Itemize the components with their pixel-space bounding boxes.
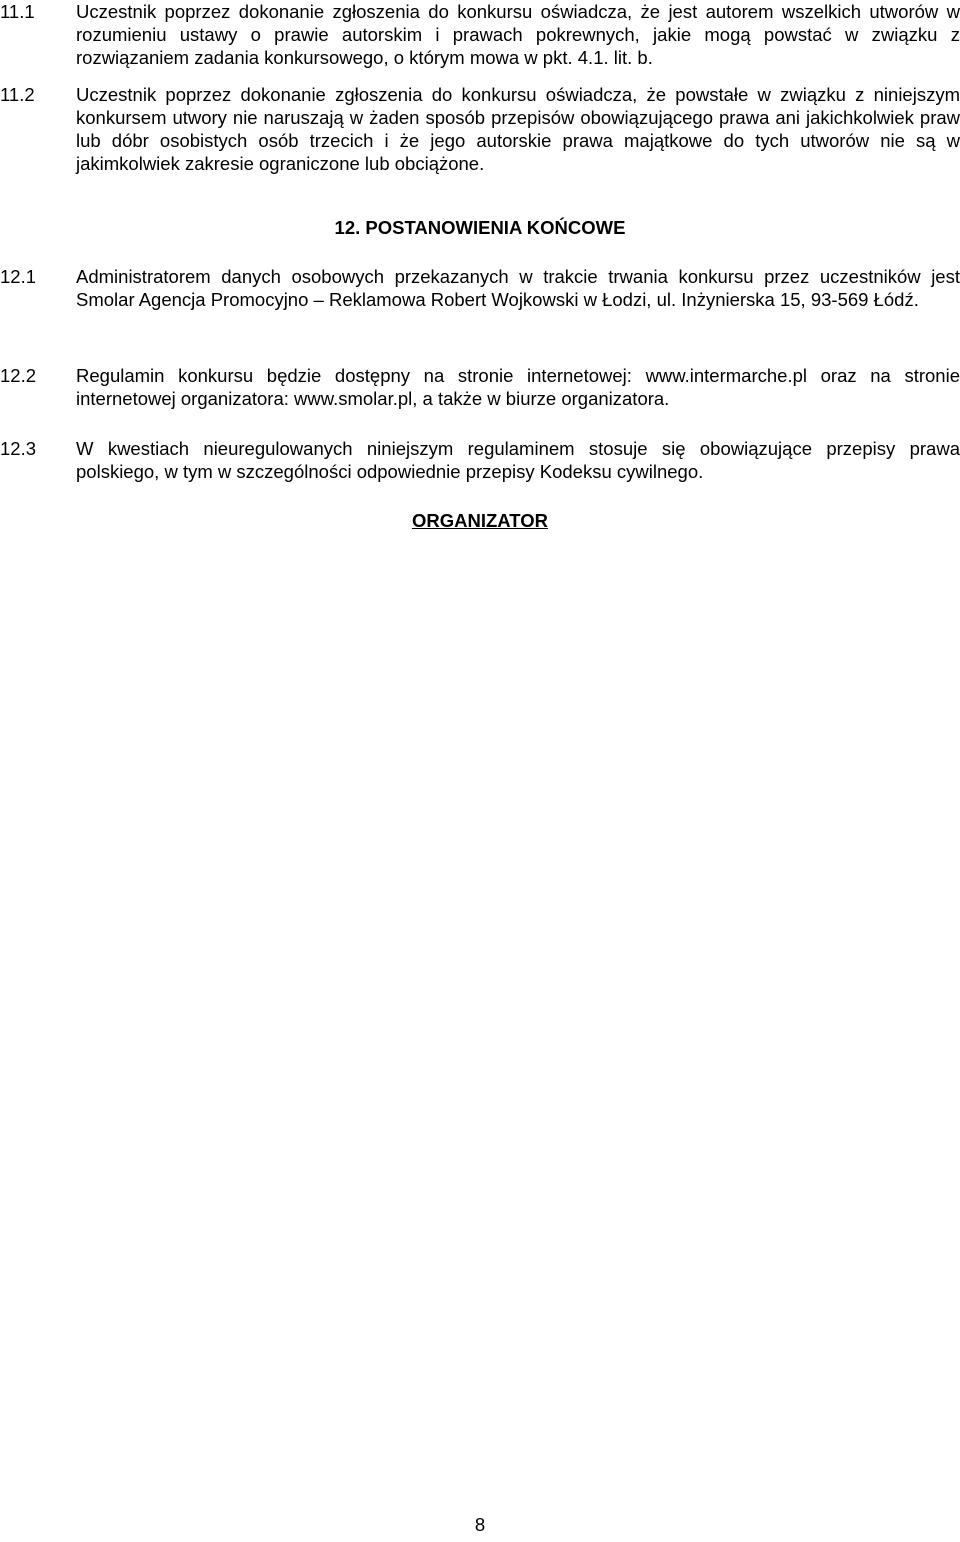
paragraph-11-1 bbox=[0, 0, 960, 69]
organizer-label: ORGANIZATOR bbox=[411, 510, 548, 531]
section-heading: 12. POSTANOWIENIA KOŃCOWE bbox=[334, 217, 626, 238]
paragraph-number: 12.2 bbox=[0, 365, 37, 386]
paragraph-number: 12.1 bbox=[0, 266, 37, 287]
paragraph-12-1 bbox=[0, 265, 960, 311]
paragraph-12-2 bbox=[0, 364, 960, 410]
paragraph-12-3 bbox=[0, 437, 960, 483]
paragraph-number: 12.3 bbox=[0, 438, 37, 459]
paragraph-11-2 bbox=[0, 83, 960, 175]
paragraph-text: Administratorem danych osobowych przekazanych w trakcie trwania konkursu przez uczestników jest Smolar Agencja Promocyjno – Reklamowa Robert Wojkowski w Łodzi, ul. Inżynierska 15, 93-569 Łódź. bbox=[76, 266, 960, 310]
paragraph-text: Uczestnik poprzez dokonanie zgłoszenia do konkursu oświadcza, że jest autorem wszelkich utworów w rozumieniu ustawy o prawie autorskim i prawach pokrewnych, jakie mogą powstać w związku z rozwiązaniem zadania konkursowego, o którym mowa w pkt. 4.1. lit. b. bbox=[76, 1, 960, 68]
paragraph-number: 11.1 bbox=[0, 1, 35, 22]
paragraph-text: Uczestnik poprzez dokonanie zgłoszenia do konkursu oświadcza, że powstałe w związku z niniejszym konkursem utwory nie naruszają w żaden sposób przepisów obowiązującego prawa ani jakichkolwiek praw lub dóbr osobistych osób trzecich i że jego autorskie prawa majątkowe do tych utworów nie są w jakimkolwiek zakresie ograniczone lub obciążone. bbox=[76, 84, 960, 174]
paragraph-number: 11.2 bbox=[0, 84, 35, 105]
paragraph-text: W kwestiach nieuregulowanych niniejszym regulaminem stosuje się obowiązujące przepisy prawa polskiego, w tym w szczególności odpowiednie przepisy Kodeksu cywilnego. bbox=[76, 438, 960, 482]
paragraph-text: Regulamin konkursu będzie dostępny na stronie internetowej: www.intermarche.pl oraz na stronie internetowej organizatora: www.smolar.pl, a także w biurze organizatora. bbox=[76, 365, 960, 409]
page-number: 8 bbox=[474, 1514, 486, 1535]
